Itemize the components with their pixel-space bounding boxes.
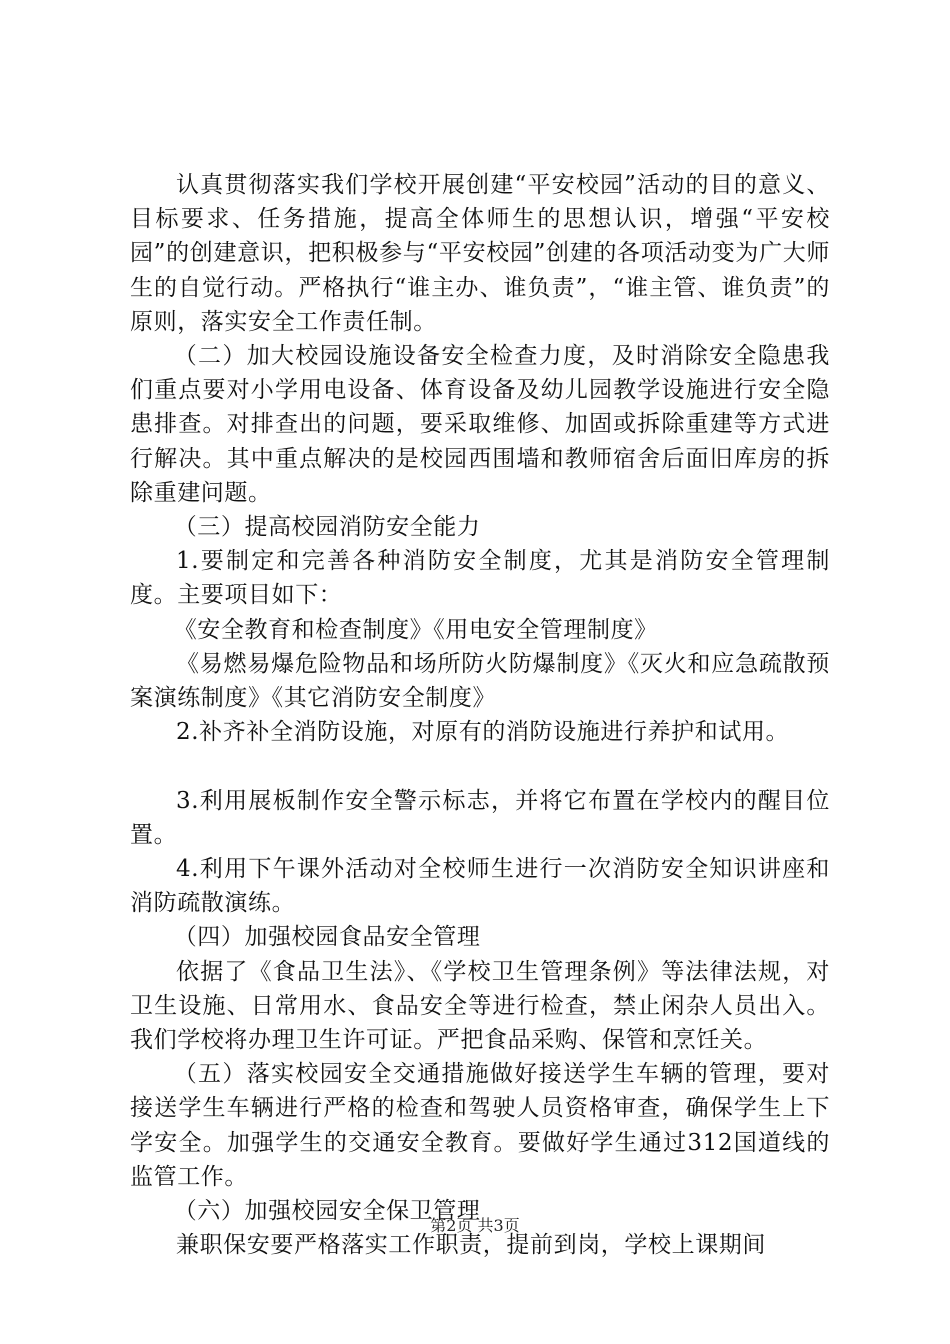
paragraph-rules-list-2: 《易燃易爆危险物品和场所防火防爆制度》《灭火和应急疏散预案演练制度》《其它消防安全制度》	[130, 650, 830, 712]
blank-line	[130, 749, 830, 783]
heading-section-3: （三）提高校园消防安全能力	[173, 514, 481, 541]
paragraph-security: 兼职保安要严格落实工作职责，提前到岗，学校上课期间	[176, 1232, 766, 1259]
paragraph-rules-list-1: 《安全教育和检查制度》《用电安全管理制度》	[173, 616, 658, 643]
page-footer: 第2页 共3页	[430, 1216, 520, 1235]
paragraph-section-5: （五）落实校园安全交通措施做好接送学生车辆的管理，要对接送学生车辆进行严格的检查和驾驶人员资格审查，确保学生上下学安全。加强学生的交通安全教育。要做好学生通过312国道线的监管工作。	[130, 1061, 830, 1190]
paragraph-responsibility: 认真贯彻落实我们学校开展创建“平安校园”活动的目的意义、目标要求、任务措施，提高全体师生的思想认识，增强“平安校园”的创建意识，把积极参与“平安校园”创建的各项活动变为广大师生的自觉行动。严格执行“谁主办、谁负责”，“谁主管、谁负责”的原则，落实安全工作责任制。	[130, 172, 830, 335]
heading-section-6: （六）加强校园安全保卫管理	[173, 1198, 481, 1225]
paragraph-item-2: 2.补齐补全消防设施，对原有的消防设施进行养护和试用。	[176, 719, 790, 746]
heading-section-4: （四）加强校园食品安全管理	[173, 924, 481, 951]
paragraph-food-safety: 依据了《食品卫生法》、《学校卫生管理条例》等法律法规，对卫生设施、日常用水、食品安全等进行检查，禁止闲杂人员出入。我们学校将办理卫生许可证。严把食品采购、保管和烹饪关。	[130, 958, 830, 1054]
paragraph-item-3: 3.利用展板制作安全警示标志，并将它布置在学校内的醒目位置。	[130, 787, 830, 848]
paragraph-section-2: （二）加大校园设施设备安全检查力度，及时消除安全隐患我们重点要对小学用电设备、体育设备及幼儿园教学设施进行安全隐患排查。对排查出的问题，要采取维修、加固或拆除重建等方式进行解决。其中重点解决的是校园西围墙和教师宿舍后面旧库房的拆除重建问题。	[130, 343, 830, 506]
paragraph-item-1: 1.要制定和完善各种消防安全制度，尤其是消防安全管理制度。主要项目如下：	[130, 548, 830, 609]
paragraph-item-4: 4.利用下午课外活动对全校师生进行一次消防安全知识讲座和消防疏散演练。	[130, 856, 830, 917]
document-body	[130, 168, 830, 1262]
